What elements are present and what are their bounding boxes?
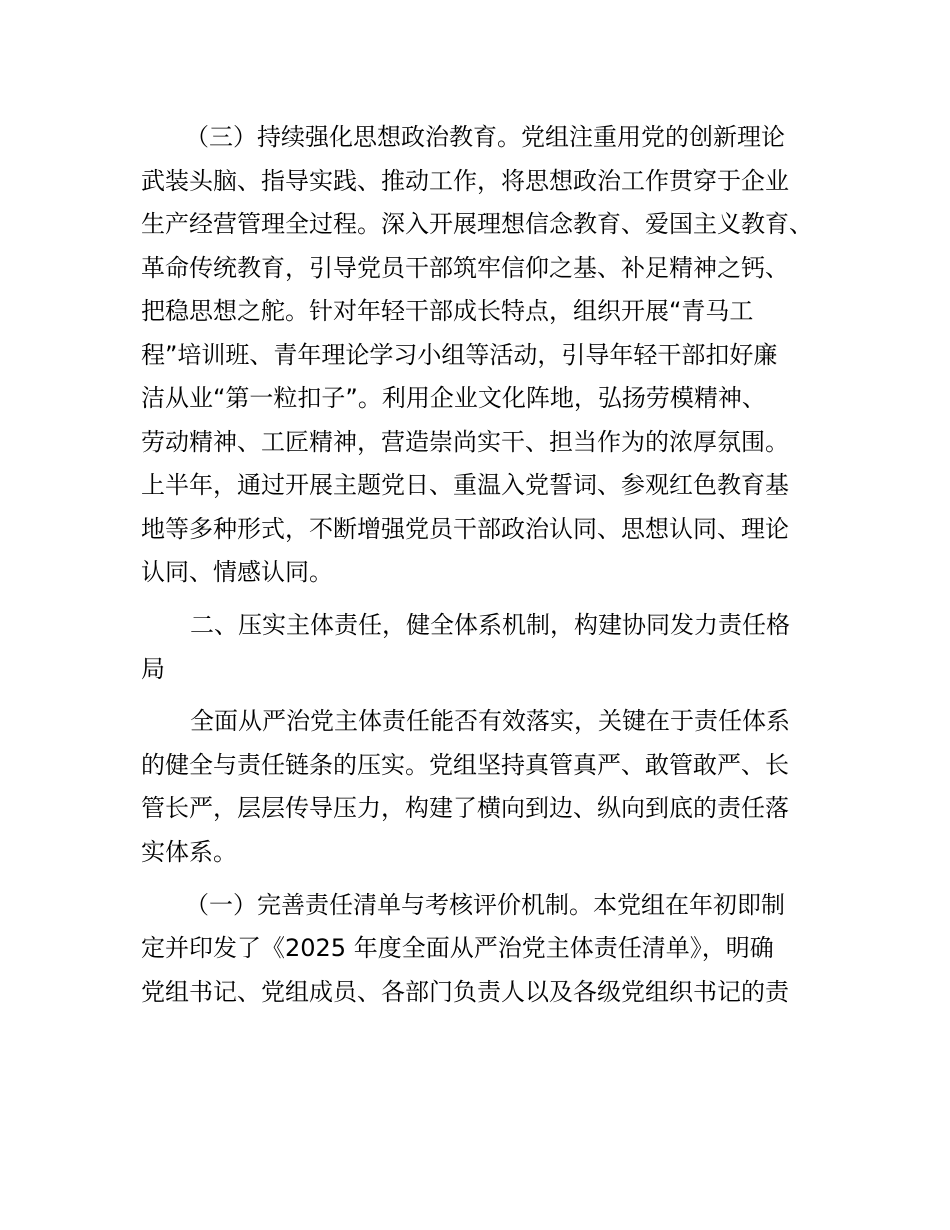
paragraph-line: 全面从严治党主体责任能否有效落实，关键在于责任体系: [190, 707, 790, 735]
section-heading-line: 局: [141, 655, 165, 683]
paragraph-line: 洁从业“第一粒扣子”。利用企业文化阵地，弘扬劳模精神、: [141, 384, 766, 412]
paragraph-line: 把稳思想之舵。针对年轻干部成长特点，组织开展“青马工: [141, 297, 754, 325]
paragraph-line: 的健全与责任链条的压实。党组坚持真管真严、敢管敢严、长: [141, 751, 789, 779]
paragraph-line: 管长严，层层传导压力，构建了横向到边、纵向到底的责任落: [141, 794, 789, 822]
paragraph-line: 党组书记、党组成员、各部门负责人以及各级党组织书记的责: [141, 978, 789, 1006]
paragraph-line: （一）完善责任清单与考核评价机制。本党组在年初即制: [185, 891, 785, 919]
paragraph-line: 革命传统教育，引导党员干部筑牢信仰之基、补足精神之钙、: [141, 254, 789, 282]
paragraph-line: （三）持续强化思想政治教育。党组注重用党的创新理论: [185, 123, 785, 151]
paragraph-line: 认同、情感认同。: [141, 558, 333, 586]
paragraph-line: 定并印发了《2025 年度全面从严治党主体责任清单》，明确: [141, 934, 774, 962]
paragraph-line: 武装头脑、指导实践、推动工作，将思想政治工作贯穿于企业: [141, 167, 789, 195]
paragraph-line: 生产经营管理全过程。深入开展理想信念教育、爱国主义教育、: [141, 210, 813, 238]
paragraph-line: 地等多种形式，不断增强党员干部政治认同、思想认同、理论: [141, 515, 789, 543]
paragraph-line: 劳动精神、工匠精神，营造崇尚实干、担当作为的浓厚氛围。: [141, 428, 789, 456]
paragraph-line: 实体系。: [141, 838, 237, 866]
section-heading-line: 二、压实主体责任，健全体系机制，构建协同发力责任格: [190, 611, 790, 639]
paragraph-line: 上半年，通过开展主题党日、重温入党誓词、参观红色教育基: [141, 471, 789, 499]
paragraph-line: 程”培训班、青年理论学习小组等活动，引导年轻干部扣好廉: [141, 341, 778, 369]
